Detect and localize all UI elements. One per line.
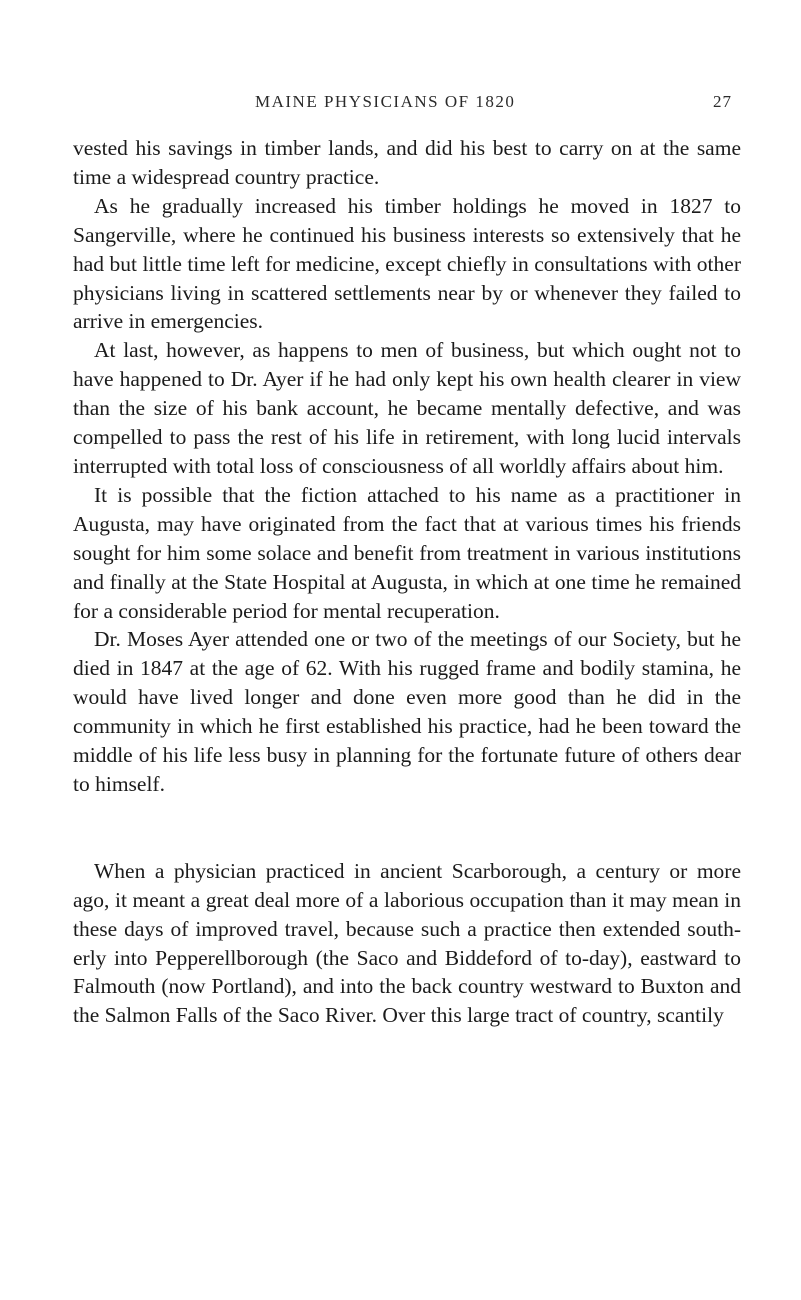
paragraph-scarborough: When a physician practiced in ancient Scarborough, a century or more ago, it meant a great deal more of a laborious occupation than it may mean in these days of improved travel, because such a practice then extended southerly into Pepperellborough (the Saco and Biddeford of to-day), eastward to Falmouth (now Portland), and into the back country westward to Buxton and the Salmon Falls of the Saco River. Over this large tract of country, scantily xyxy=(73,858,741,1028)
body-text xyxy=(73,134,741,1030)
paragraph-sangerville: As he gradually increased his timber holdings he moved in 1827 to Sangerville, where he continued his business interests so extensively that he had but little time left for medicine, except chiefly in consultations with other physicians living in scattered settlements near by or whenever they failed to arrive in emergencies. xyxy=(73,193,741,334)
paragraph-continuation: vested his savings in timber lands, and did his best to carry on at the same time a widespread country practice. xyxy=(73,136,741,189)
paragraph-retirement: At last, however, as happens to men of business, but which ought not to have happened to Dr. Ayer if he had only kept his own health clearer in view than the size of his bank account, he became mentally defective, and was compelled to pass the rest of his life in retirement, with long lucid intervals interrupted with total loss of consciousness of all worldly affairs about him. xyxy=(73,338,741,478)
paragraph-death: Dr. Moses Ayer attended one or two of the meetings of our Society, but he died in 1847 at the age of 62. With his rugged frame and bodily stamina, he would have lived longer and done even more good than he did in the community in which he first established his practice, had he been toward the middle of his life less busy in planning for the fortunate future of others dear to himself. xyxy=(73,627,741,796)
paragraph-augusta: It is possible that the fiction attached to his name as a practitioner in Augusta, may have originated from the fact that at various times his friends sought for him some solace and benefit from treatment in various institutions and finally at the State Hospital at Augusta, in which at one time he remained for a considerable period for mental recuperation. xyxy=(73,482,741,623)
running-title: MAINE PHYSICIANS OF 1820 xyxy=(255,92,516,111)
page-number: 27 xyxy=(713,92,732,111)
